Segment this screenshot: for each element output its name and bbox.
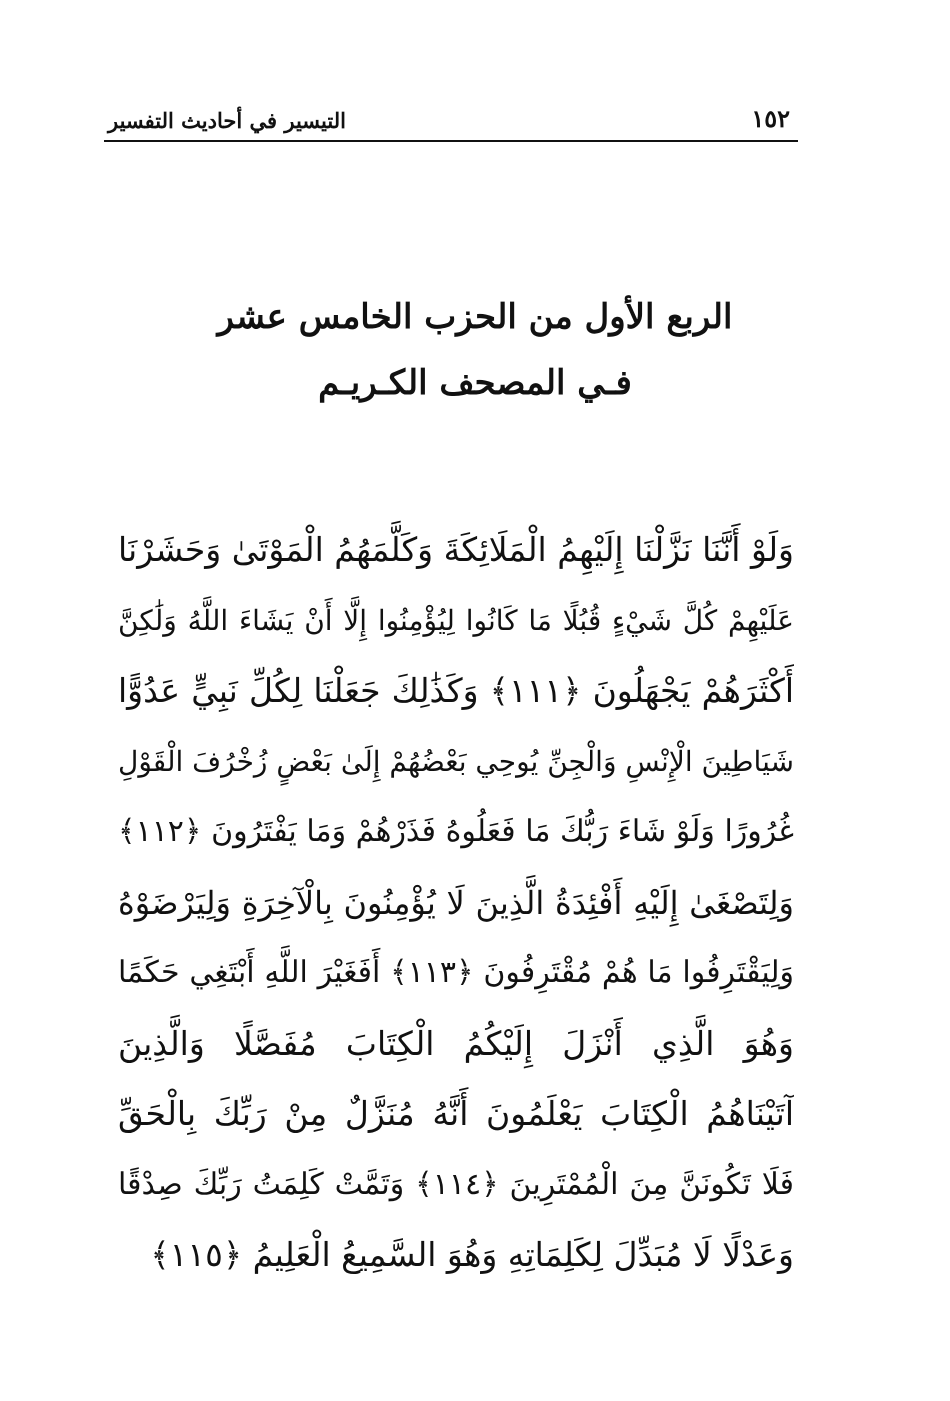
verse-line-6: وَلِتَصْغَىٰ إِلَيْهِ أَفْئِدَةُ الَّذِينَ لَا يُؤْمِنُونَ بِالْآخِرَةِ وَلِيَرْضَوْهُ xyxy=(118,883,794,922)
verse-line-11: وَعَدْلًا لَا مُبَدِّلَ لِكَلِمَاتِهِ وَهُوَ السَّمِيعُ الْعَلِيمُ ﴿١١٥﴾ xyxy=(150,1235,794,1274)
verse-line-8: وَهُوَ الَّذِي أَنْزَلَ إِلَيْكُمُ الْكِتَابَ مُفَصَّلًا وَالَّذِينَ xyxy=(118,1023,794,1063)
verse-line-4: شَيَاطِينَ الْإِنْسِ وَالْجِنِّ يُوحِي بَعْضُهُمْ إِلَىٰ بَعْضٍ زُخْرُفَ الْقَوْلِ xyxy=(118,744,794,778)
page-number: ١٥٢ xyxy=(751,104,790,133)
verse-line-3: أَكْثَرَهُمْ يَجْهَلُونَ ﴿١١١﴾ وَكَذَٰلِكَ جَعَلْنَا لِكُلِّ نَبِيٍّ عَدُوًّا xyxy=(118,671,794,710)
verse-line-1: وَلَوْ أَنَّنَا نَزَّلْنَا إِلَيْهِمُ الْمَلَائِكَةَ وَكَلَّمَهُمُ الْمَوْتَىٰ وَحَشَرْنَا xyxy=(118,530,794,569)
quran-verses xyxy=(118,520,794,1296)
book-title: التيسير في أحاديث التفسير xyxy=(108,108,346,133)
verse-line-10: فَلَا تَكُونَنَّ مِنَ الْمُمْتَرِينَ ﴿١١٤﴾ وَتَمَّتْ كَلِمَتُ رَبِّكَ صِدْقًا xyxy=(118,1166,794,1202)
running-header xyxy=(104,104,798,142)
verse-line-9: آتَيْنَاهُمُ الْكِتَابَ يَعْلَمُونَ أَنَّهُ مُنَزَّلٌ مِنْ رَبِّكَ بِالْحَقِّ xyxy=(118,1094,794,1133)
section-heading-line-1: الربع الأول من الحزب الخامس عشر xyxy=(217,297,733,337)
section-heading-line-2: فـي المصحف الكـريـم xyxy=(318,363,632,403)
verse-line-7: وَلِيَقْتَرِفُوا مَا هُمْ مُقْتَرِفُونَ ﴿١١٣﴾ أَفَغَيْرَ اللَّهِ أَبْتَغِي حَكَمًا xyxy=(118,955,794,990)
verse-line-2: عَلَيْهِمْ كُلَّ شَيْءٍ قُبُلًا مَا كَانُوا لِيُؤْمِنُوا إِلَّا أَنْ يَشَاءَ اللَّهُ وَلَٰكِنَّ xyxy=(118,603,794,637)
verse-line-5: غُرُورًا وَلَوْ شَاءَ رَبُّكَ مَا فَعَلُوهُ فَذَرْهُمْ وَمَا يَفْتَرُونَ ﴿١١٢﴾ xyxy=(118,814,794,849)
